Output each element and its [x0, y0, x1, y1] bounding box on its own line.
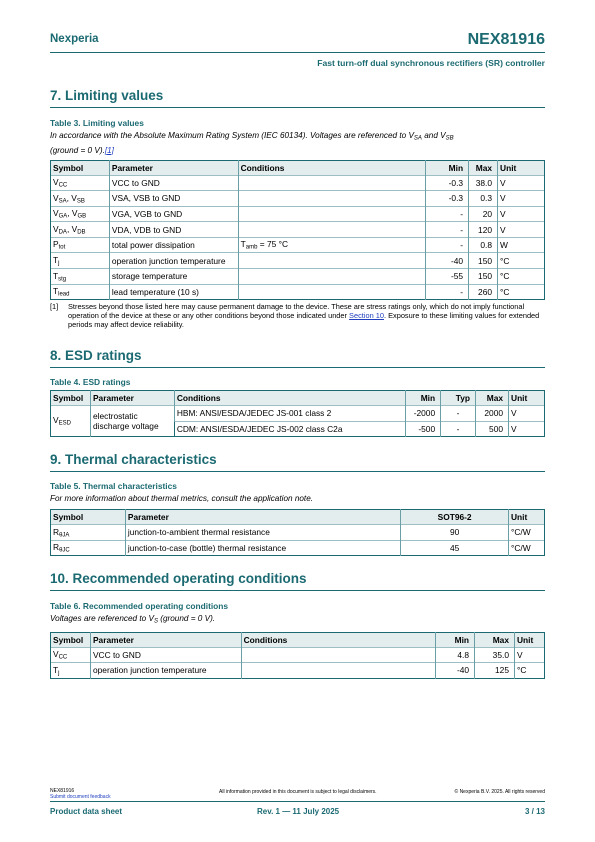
limiting-values-table — [50, 160, 545, 301]
max-cell: 20 — [469, 206, 498, 222]
symbol-subscript: stg — [58, 276, 67, 283]
legal-disclaimer: All information provided in this document is subject to legal disclaimers. — [219, 789, 377, 795]
operating-conditions-table — [50, 632, 545, 679]
unit-cell: °C/W — [509, 540, 545, 556]
max-cell: 38.0 — [469, 175, 498, 191]
symbol-cell — [51, 237, 110, 253]
table-row — [51, 191, 545, 207]
column-header: Parameter — [109, 160, 238, 175]
thermal-table — [50, 509, 545, 556]
min-cell: - — [426, 237, 469, 253]
symbol: R — [53, 542, 60, 553]
symbol-subscript: SA — [58, 198, 67, 205]
typ-cell: - — [441, 421, 476, 437]
max-cell: 0.8 — [469, 237, 498, 253]
footer-doc-id: NEX81916 — [50, 788, 75, 794]
symbol-cell — [51, 206, 110, 222]
conditions-cell — [241, 647, 436, 663]
symbol-subscript: DA — [58, 229, 67, 236]
symbol: T — [53, 270, 59, 281]
table-title: Table 3. Limiting values — [50, 118, 144, 128]
conditions-cell — [238, 284, 426, 300]
column-header: Conditions — [174, 391, 405, 406]
max-cell: 35.0 — [475, 647, 515, 663]
table-title: Table 6. Recommended operating conditions — [50, 601, 229, 611]
document-type: Product data sheet — [50, 807, 123, 816]
unit-cell: °C — [514, 663, 544, 679]
symbol-subscript: ESD — [58, 420, 71, 427]
table-row — [51, 269, 545, 285]
symbol: T — [53, 255, 59, 266]
table-row — [51, 222, 545, 238]
value-cell: 45 — [401, 540, 509, 556]
table-row — [51, 206, 545, 222]
table-row — [51, 284, 545, 300]
parameter-cell: VSA, VSB to GND — [109, 191, 238, 207]
column-header: Unit — [514, 632, 544, 647]
unit-cell: V — [514, 647, 544, 663]
symbol-subscript: GB — [77, 213, 87, 220]
min-cell: - — [426, 284, 469, 300]
symbol-cell — [51, 525, 126, 541]
symbol-subscript: lead — [58, 291, 70, 298]
conditions-cell — [238, 175, 426, 191]
max-cell: 150 — [469, 269, 498, 285]
symbol-subscript: CC — [58, 654, 68, 661]
table-row — [51, 663, 545, 679]
symbol-cell — [51, 253, 110, 269]
unit-cell: V — [498, 206, 545, 222]
column-header: Parameter — [125, 510, 400, 525]
max-cell: 260 — [469, 284, 498, 300]
column-header: Parameter — [90, 391, 174, 406]
section-operating-conditions — [50, 571, 545, 679]
table-title: Table 5. Thermal characteristics — [50, 481, 177, 491]
conditions-cell — [238, 222, 426, 238]
unit-cell: V — [509, 421, 545, 437]
symbol: V — [53, 415, 59, 426]
section-limiting-values — [50, 88, 545, 300]
table-row — [51, 175, 545, 191]
unit-cell: V — [498, 191, 545, 207]
condition: = 75 °C — [257, 239, 289, 250]
column-header: Min — [436, 632, 475, 647]
table-title: Table 4. ESD ratings — [50, 377, 131, 387]
symbol-subscript: tot — [58, 244, 66, 251]
table-note: Voltages are referenced to $V_S$ (ground = 0 V). — [50, 614, 216, 625]
symbol-subscript: GA — [58, 213, 68, 220]
parameter-cell: electrostatic discharge voltage — [90, 406, 174, 437]
section-esd-ratings — [50, 348, 545, 437]
symbol-subscript: j — [58, 670, 60, 677]
symbol: , V — [66, 223, 78, 234]
symbol-cell — [51, 269, 110, 285]
symbol-subscript: DB — [77, 229, 86, 236]
document-subtitle: Fast turn-off dual synchronous rectifiers (SR) controller — [317, 58, 545, 68]
symbol-subscript: θJC — [59, 547, 70, 554]
symbol-cell — [51, 406, 91, 437]
conditions-cell — [241, 663, 436, 679]
parameter-cell: lead temperature (10 s) — [109, 284, 238, 300]
column-header: Max — [469, 160, 498, 175]
unit-cell: °C — [498, 284, 545, 300]
column-header: Parameter — [90, 632, 241, 647]
table-row — [51, 253, 545, 269]
footnote: [1] Stresses beyond those listed here may cause permanent damage to the device. These are stress ratings only, which do not imply functional operation of the device at these or any other conditions beyond those indicated under Section 10. Exposure to these limiting values for extended periods may affect device reliability. — [50, 302, 540, 329]
min-cell: -0.3 — [426, 191, 469, 207]
unit-cell: V — [498, 222, 545, 238]
typ-cell: - — [441, 406, 476, 422]
column-header: Min — [426, 160, 469, 175]
column-header: Max — [476, 391, 509, 406]
column-header: Typ — [441, 391, 476, 406]
section-title: 9. Thermal characteristics — [50, 452, 545, 472]
min-cell: -40 — [436, 663, 475, 679]
table-row — [51, 406, 545, 422]
column-header: Min — [406, 391, 441, 406]
max-cell: 500 — [476, 421, 509, 437]
symbol-cell — [51, 663, 91, 679]
parameter-cell: operation junction temperature — [109, 253, 238, 269]
unit-cell: V — [498, 175, 545, 191]
symbol: V — [53, 223, 59, 234]
column-header: Conditions — [238, 160, 426, 175]
footnote-link[interactable]: [1] — [104, 145, 114, 155]
column-header: Symbol — [51, 391, 91, 406]
table-note: For more information about thermal metrics, consult the application note. — [50, 494, 314, 503]
unit-cell: °C — [498, 269, 545, 285]
unit-cell: V — [509, 406, 545, 422]
part-number: NEX81916 — [467, 31, 545, 48]
column-header: Max — [475, 632, 515, 647]
column-header: Unit — [509, 391, 545, 406]
min-cell: -55 — [426, 269, 469, 285]
column-header: Symbol — [51, 632, 91, 647]
copyright: © Nexperia B.V. 2025. All rights reserved — [454, 789, 545, 795]
symbol: , V — [66, 192, 77, 203]
unit-cell: °C/W — [509, 525, 545, 541]
symbol-cell — [51, 647, 91, 663]
column-header: Unit — [509, 510, 545, 525]
symbol: T — [53, 286, 59, 297]
max-cell: 0.3 — [469, 191, 498, 207]
table-row — [51, 237, 545, 253]
parameter-cell: storage temperature — [109, 269, 238, 285]
parameter-cell: junction-to-ambient thermal resistance — [125, 525, 400, 541]
conditions-cell: CDM: ANSI/ESDA/JEDEC JS-002 class C2a — [174, 421, 405, 437]
min-cell: -40 — [426, 253, 469, 269]
section-thermal — [50, 452, 545, 556]
min-cell: -0.3 — [426, 175, 469, 191]
symbol: V — [53, 192, 59, 203]
symbol: V — [53, 177, 59, 188]
column-header: Symbol — [51, 160, 110, 175]
unit-cell: W — [498, 237, 545, 253]
column-header: Conditions — [241, 632, 436, 647]
parameter-cell: junction-to-case (bottle) thermal resistance — [125, 540, 400, 556]
parameter-cell: VCC to GND — [109, 175, 238, 191]
parameter-cell: total power dissipation — [109, 237, 238, 253]
symbol: V — [53, 649, 59, 660]
table-row — [51, 647, 545, 663]
revision-date: Rev. 1 — 11 July 2025 — [257, 807, 340, 816]
max-cell: 125 — [475, 663, 515, 679]
max-cell: 120 — [469, 222, 498, 238]
symbol-subscript: θJA — [59, 532, 70, 539]
parameter-cell: VCC to GND — [90, 647, 241, 663]
conditions-cell — [238, 191, 426, 207]
symbol: T — [53, 664, 59, 675]
symbol-cell — [51, 175, 110, 191]
table-row — [51, 540, 545, 556]
min-cell: - — [426, 222, 469, 238]
table-note: In accordance with the Absolute Maximum Rating System (IEC 60134). Voltages are referenced to $V_{SA}$ and $V_{SB}$ (ground = 0 V).[1] — [50, 131, 454, 155]
conditions-cell — [238, 237, 426, 253]
min-cell: -2000 — [406, 406, 441, 422]
unit-cell: °C — [498, 253, 545, 269]
section-title: 8. ESD ratings — [50, 348, 545, 368]
min-cell: -500 — [406, 421, 441, 437]
conditions-cell: HBM: ANSI/ESDA/JEDEC JS-001 class 2 — [174, 406, 405, 422]
conditions-cell — [238, 206, 426, 222]
column-header: Unit — [498, 160, 545, 175]
section-title: 7. Limiting values — [50, 88, 545, 108]
column-header: SOT96-2 — [401, 510, 509, 525]
feedback-link[interactable]: Submit document feedback — [50, 794, 111, 800]
symbol-subscript: j — [58, 260, 60, 267]
header-divider — [50, 52, 545, 53]
parameter-cell: VGA, VGB to GND — [109, 206, 238, 222]
min-cell: 4.8 — [436, 647, 475, 663]
symbol-cell — [51, 191, 110, 207]
value-cell: 90 — [401, 525, 509, 541]
condition: T — [240, 239, 246, 250]
symbol-cell — [51, 222, 110, 238]
column-header: Symbol — [51, 510, 126, 525]
condition-subscript: amb — [245, 244, 258, 251]
symbol-cell — [51, 284, 110, 300]
section-title: 10. Recommended operating conditions — [50, 571, 545, 591]
table-row — [51, 525, 545, 541]
parameter-cell: operation junction temperature — [90, 663, 241, 679]
max-cell: 150 — [469, 253, 498, 269]
min-cell: - — [426, 206, 469, 222]
symbol-subscript: CC — [58, 182, 68, 189]
symbol: R — [53, 526, 60, 537]
brand-name: Nexperia — [50, 33, 99, 45]
max-cell: 2000 — [476, 406, 509, 422]
symbol-subscript: SB — [76, 198, 85, 205]
symbol: , V — [67, 208, 78, 219]
section-10-link[interactable]: Section 10 — [349, 311, 384, 320]
symbol: V — [53, 208, 59, 219]
symbol-cell — [51, 540, 126, 556]
footer-divider — [50, 801, 545, 802]
parameter-cell: VDA, VDB to GND — [109, 222, 238, 238]
conditions-cell — [238, 269, 426, 285]
page-number: 3 / 13 — [524, 807, 545, 816]
esd-table — [50, 390, 545, 437]
conditions-cell — [238, 253, 426, 269]
symbol: P — [53, 239, 59, 250]
